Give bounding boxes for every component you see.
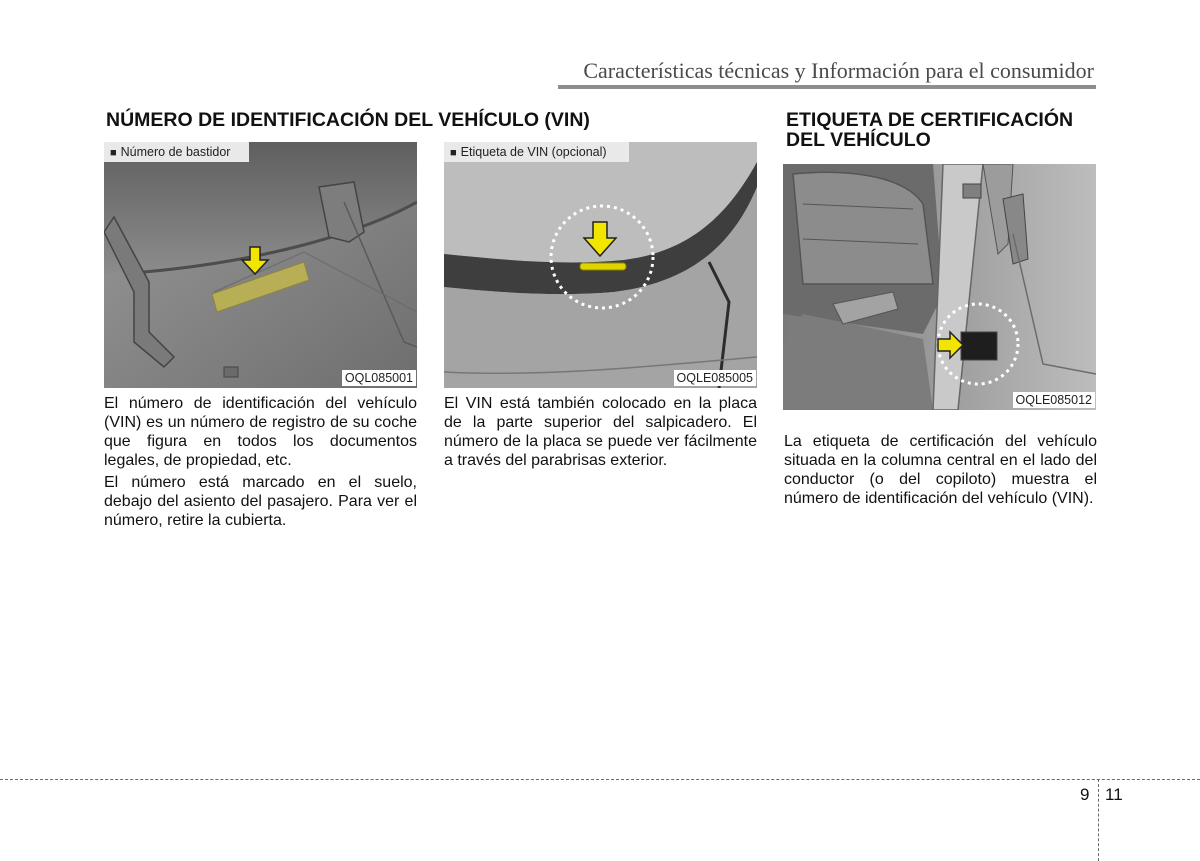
figure-code: OQLE085005 [674, 370, 756, 386]
dashboard-vin-illustration [444, 142, 757, 388]
footer-rule [0, 779, 1200, 780]
figure-caption: Etiqueta de VIN (opcional) [460, 145, 607, 159]
dashboard-vin-paragraph: El VIN está también colocado en la placa de la parte superior del salpicadero. El número de la placa se puede ver fácilmente a través del parabrisas exterior. [444, 395, 757, 469]
page-header-title: Características técnicas y Información para el consumidor [583, 58, 1094, 83]
vin-paragraph-2: El número está marcado en el suelo, debajo del asiento del pasajero. Para ver el número, retire la cubierta. [104, 474, 417, 529]
figure-code: OQLE085012 [1013, 392, 1095, 408]
cert-section-title-line2: DEL VEHÍCULO [786, 129, 931, 151]
vin-section-title: NÚMERO DE IDENTIFICACIÓN DEL VEHÍCULO (VIN) [106, 109, 590, 131]
cert-section-title-line1: ETIQUETA DE CERTIFICACIÓN [786, 109, 1074, 131]
footer-divider [1098, 779, 1099, 861]
figure-dashboard-vin [444, 142, 757, 388]
header-rule [558, 85, 1096, 89]
figure-code: OQL085001 [342, 370, 416, 386]
figure-caption-tab: ■ Etiqueta de VIN (opcional) [444, 142, 629, 162]
floor-vin-illustration [104, 142, 417, 388]
page-number: 11 [1105, 785, 1123, 804]
pillar-label-illustration [783, 164, 1096, 410]
vin-paragraph-1: El número de identificación del vehículo (VIN) es un número de registro de su coche que figura en todos los documentos legales, de propiedad, etc. [104, 395, 417, 469]
cert-label-paragraph: La etiqueta de certificación del vehículo situada en la columna central en el lado del conductor (o del copiloto) muestra el número de identificación del vehículo (VIN). [784, 433, 1097, 507]
figure-pillar-label [783, 164, 1096, 410]
figure-floor-vin [104, 142, 417, 388]
figure-caption-tab: ■ Número de bastidor [104, 142, 249, 162]
figure-caption: Número de bastidor [120, 145, 231, 159]
chapter-number: 9 [1080, 785, 1090, 804]
